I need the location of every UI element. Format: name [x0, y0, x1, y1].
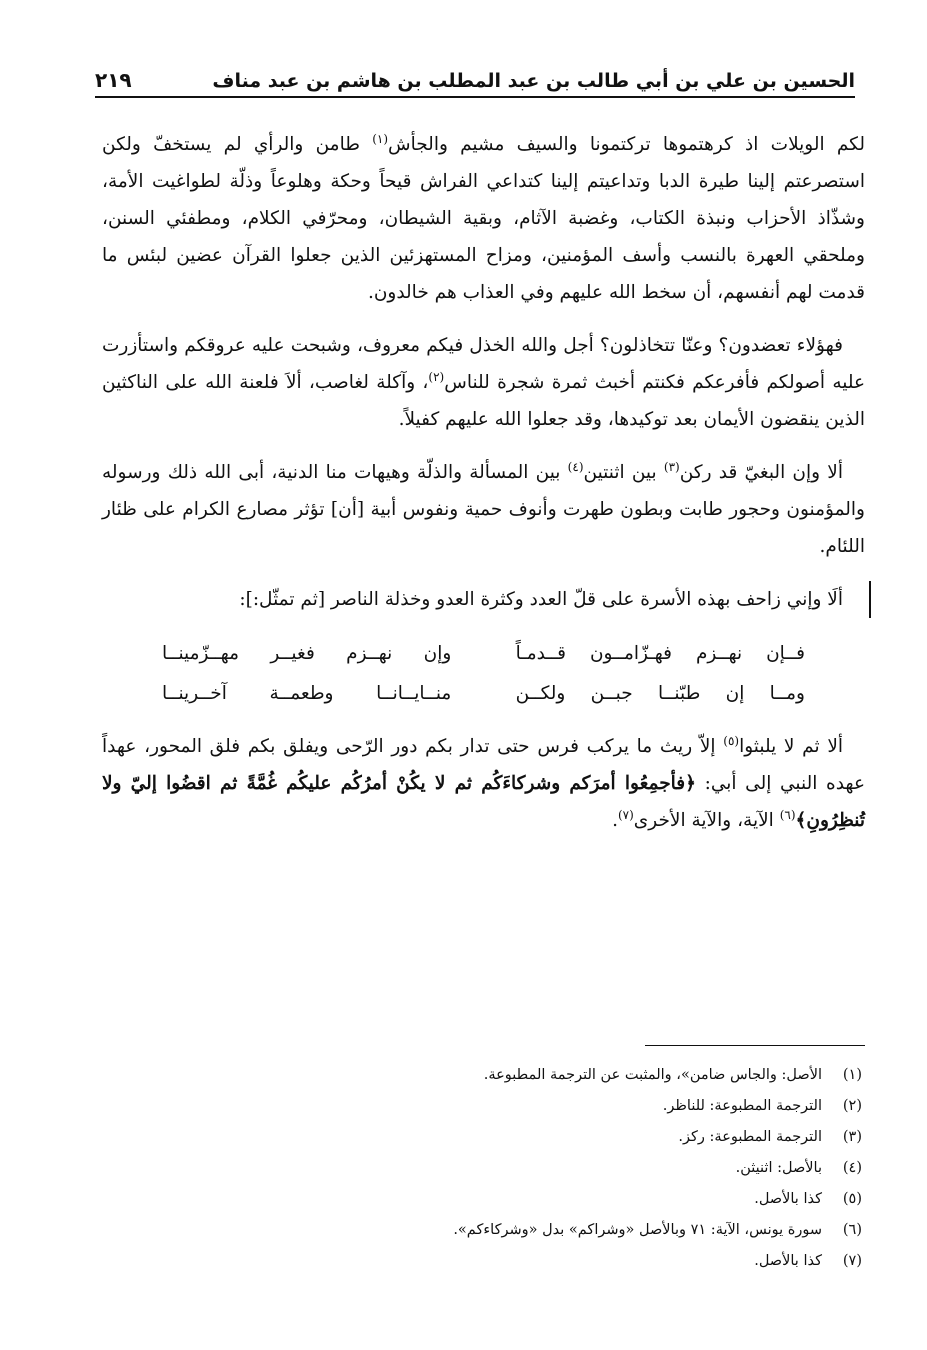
paragraph-5-text-a: ألا ثم لا يلبثوا: [739, 736, 844, 757]
poem-line-2: [162, 674, 805, 714]
footnote-ref-4: (٤): [567, 459, 584, 474]
poem-line-1-first-hemistich: فــإن نهــزم فهـزّامــون قــدمـاً: [515, 643, 805, 664]
footnote-5: [102, 1184, 862, 1215]
paragraph-3-text-a: ألا وإن البغيّ قد ركن: [679, 462, 843, 483]
footnote-number: (٧): [842, 1253, 862, 1269]
paragraph-2-text-a: فهؤلاء تعضدون؟ وعنّا تتخاذلون؟ أجل والله الخذل فيكم معروف، وشبحت عليه عروقكم واستأزرت عليه أصولكم فأفرعكم فكنتم أخبث ثمرة شجرة للناس: [102, 335, 865, 393]
paragraph-1-text-a: لكم الويلات اذ كرهتموها تركتمونا والسيف مشيم والجأش: [388, 134, 865, 155]
poem: [162, 634, 805, 714]
paragraph-4: [102, 581, 871, 618]
footnotes: [102, 1060, 862, 1277]
footnote-ref-6: (٦): [779, 807, 796, 822]
poem-line-2-second-hemistich: منــايــانــا وطعمــة آخــرينــا: [162, 683, 452, 704]
footnote-3: [102, 1122, 862, 1153]
footnote-ref-7: (٧): [617, 807, 634, 822]
paragraph-1: [102, 126, 865, 311]
paragraph-1-text-b: طامن والرأي لم يستخفّ ولكن استصرعتم إلينا طيرة الدبا وتداعيتم إلينا كتداعي الفراش قيحاً وحكة وهلوعاً وذلّة لطواغيت الأمة، وشذّاذ الأحزاب ونبذة الكتاب، وغضبة الآثام، وبقية الشيطان، ومحرّفي الكلام، ومطفئي السنن، وملحقي العهرة بالنسب وأسف المؤمنين، ومزاح المستهزئين الذين جعلوا القرآن عضين لبئس ما قدمت لهم أنفسهم، أن سخط الله عليهم وفي العذاب هم خالدون.: [102, 134, 865, 303]
footnote-ref-2: (٢): [428, 369, 445, 384]
footnote-6: [102, 1215, 862, 1246]
footnote-2: [102, 1091, 862, 1122]
paragraph-4-text: ألَا وإني زاحف بهذه الأسرة على قلّ العدد وكثرة العدو وخذلة الناصر [ثم تمثّل:]:: [239, 589, 843, 610]
paragraph-3-text-c: بين المسألة والذلّة وهيهات منا الدنية، أبى الله ذلك ورسوله والمؤمنون وحجور طابت وبطون طهرت وأنوف حمية ونفوس أبية [أن] تؤثر مصارع الكرام على ظئار اللئام.: [102, 462, 865, 557]
footnote-text: كذا بالأصل.: [754, 1191, 822, 1207]
poem-line-2-first-hemistich: ومــا إن طبّنــا جبــن ولكــن: [515, 683, 805, 704]
footnote-text: الأصل: والجاس ضامن»، والمثبت عن الترجمة المطبوعة.: [483, 1067, 822, 1083]
footnote-text: كذا بالأصل.: [754, 1253, 822, 1269]
poem-line-1: [162, 634, 805, 674]
footnote-number: (٥): [842, 1191, 862, 1207]
footnote-ref-3: (٣): [663, 459, 680, 474]
running-header: [95, 58, 855, 98]
footnote-text: بالأصل: اثنيثن.: [735, 1160, 822, 1176]
poem-line-1-second-hemistich: وإن نهــزم فغيــر مهــزّمينــا: [162, 643, 452, 664]
footnote-7: [102, 1246, 862, 1277]
footnote-number: (٤): [842, 1160, 862, 1176]
footnote-text: سورة يونس، الآية: ٧١ وبالأصل «وشراكم» بدل «وشركاءكم».: [453, 1222, 822, 1238]
paragraph-2-text-b: ، وآكلة لغاصب، ألاَ فلعنة الله على الناكثين الذين ينقضون الأيمان بعد توكيدها، وقد جعلوا الله عليهم كفيلاً.: [102, 372, 865, 430]
footnote-ref-5: (٥): [723, 733, 740, 748]
paragraph-5: [102, 728, 865, 839]
page-number: ٢١٩: [95, 68, 132, 92]
footnote-ref-1: (١): [372, 131, 389, 146]
footnote-text: الترجمة المطبوعة: ركز.: [678, 1129, 822, 1145]
footnote-text: الترجمة المطبوعة: للناظر.: [662, 1098, 822, 1114]
paragraph-5-text-d: .: [612, 810, 618, 831]
running-title: الحسين بن علي بن أبي طالب بن عبد المطلب بن هاشم بن عبد مناف: [212, 70, 855, 92]
footnote-1: [102, 1060, 862, 1091]
main-text: [102, 126, 865, 855]
footnote-divider: [645, 1045, 865, 1046]
paragraph-2: [102, 327, 865, 438]
paragraph-3: [102, 454, 865, 565]
footnote-number: (٢): [842, 1098, 862, 1114]
footnote-number: (١): [842, 1067, 862, 1083]
paragraph-5-text-c: الآية، والآية الأخرى: [633, 810, 780, 831]
footnote-number: (٦): [842, 1222, 862, 1238]
footnote-number: (٣): [842, 1129, 862, 1145]
paragraph-5-text-b: إلاّ ريث ما يركب فرس حتى تدار بكم دور الرّحى ويفلق بكم فلق المحور، عهداً عهده النبي إلى أبي:: [102, 736, 865, 794]
footnote-4: [102, 1153, 862, 1184]
quran-verse: ﴿فأجمِعُوا أمرَكم وشركاءَكُم ثم لا يكُنْ أمرُكُم عليكُم غُمَّةً ثم اقضُوا إليّ ولا تُنظِرُونِ﴾: [102, 773, 865, 831]
paragraph-3-text-b: بين اثنتين: [583, 462, 664, 483]
